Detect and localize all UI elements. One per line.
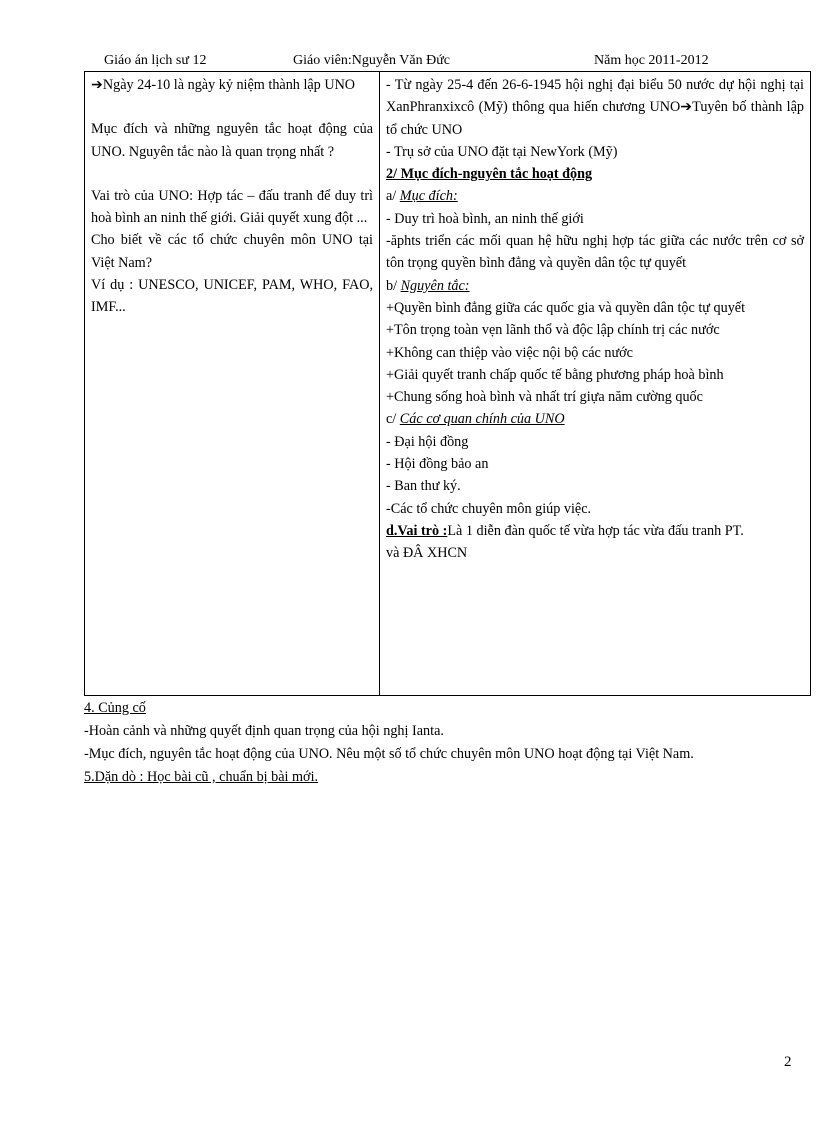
consolidate-title: 4. Củng cố [84, 700, 146, 716]
purpose-prefix: a/ [386, 188, 400, 205]
header-school-year: Năm học 2011-2012 [594, 53, 709, 68]
table-row [85, 72, 811, 696]
spacer [91, 163, 373, 185]
organs-heading [386, 408, 804, 430]
organs-label: Các cơ quan chính của UNO [399, 411, 565, 428]
principle-item: +Không can thiệp vào việc nội bộ các nước [386, 344, 633, 361]
header-teacher: Giáo viên:Nguyễn Văn Đức [293, 53, 451, 68]
principle-heading [386, 275, 804, 297]
organ-item: - Đại hội đồng [386, 433, 469, 450]
role-paragraph [386, 520, 804, 542]
uno-day-note: ➔Ngày 24-10 là ngày kỷ niệm thành lập UNO [91, 77, 356, 93]
organs-prefix: c/ [386, 411, 400, 428]
purpose-item: -ăphts triển các mối quan hệ hữu nghị hợp tác giữa các nước trên cơ sở tôn trọng quyền bình đẳng và quyền dân tộc tự quyết [386, 233, 804, 272]
consolidate-item: -Mục đích, nguyên tắc hoạt động của UNO. Nêu một số tổ chức chuyên môn UNO hoạt động tại Việt Nam. [84, 746, 694, 762]
principle-prefix: b/ [386, 277, 401, 294]
purpose-label: Mục đích: [399, 188, 458, 205]
purpose-heading [386, 185, 804, 207]
spacer [91, 96, 373, 118]
agency-examples: Ví dụ : UNESCO, UNICEF, PAM, WHO, FAO, IMF... [91, 277, 373, 316]
consolidate-item: -Hoàn cảnh và những quyết định quan trọng của hội nghị Ianta. [84, 723, 444, 739]
organ-item: -Các tổ chức chuyên môn giúp việc. [386, 500, 592, 517]
right-column [380, 72, 811, 696]
section2-title: 2/ Mục đích-nguyên tắc hoạt động [386, 166, 593, 183]
question-role: Vai trò của UNO: Hợp tác – đấu tranh để duy trì hoà bình an ninh thế giới. Giải quyết xung đột ... [91, 187, 373, 227]
question-agencies: Cho biết về các tổ chức chuyên môn UNO tại Việt Nam? [91, 232, 373, 271]
purpose-item: - Duy trì hoà bình, an ninh thế giới [386, 210, 584, 227]
role-label: d.Vai trò : [386, 522, 448, 539]
role-text: Là 1 diễn đàn quốc tế vừa hợp tác vừa đấu tranh PT. [447, 522, 744, 539]
principle-label: Nguyên tắc: [400, 277, 470, 294]
principle-item: +Quyền bình đẳng giữa các quốc gia và quyền dân tộc tự quyết [386, 299, 746, 316]
role-extra: và ĐÂ XHCN [386, 545, 468, 562]
left-column [85, 72, 380, 696]
lesson-table [84, 71, 811, 696]
conference-paragraph: - Từ ngày 25-4 đến 26-6-1945 hội nghị đại biểu 50 nước dự hội nghị tại XanPhranxixcô (Mỹ) thông qua hiến chương UNO➔Tuyên bố thành lập tổ chức UNO [386, 77, 804, 138]
headquarters-line: - Trụ sở của UNO đặt tại NewYork (Mỹ) [386, 143, 618, 160]
header-subject: Giáo án lịch sư 12 [104, 53, 207, 68]
homework-line: 5.Dặn dò : Học bài cũ , chuẩn bị bài mới. [84, 769, 319, 785]
organ-item: - Ban thư ký. [386, 478, 461, 495]
page-number: 2 [784, 1054, 792, 1070]
principle-item: +Chung sống hoà bình và nhất trí giựa năm cường quốc [386, 389, 703, 406]
principle-item: +Tôn trọng toàn vẹn lãnh thổ và độc lập chính trị các nước [386, 322, 720, 339]
question-purpose: Mục đích và những nguyên tắc hoạt động của UNO. Nguyên tắc nào là quan trọng nhất ? [91, 121, 373, 160]
principle-item: +Giải quyết tranh chấp quốc tế bằng phương pháp hoà bình [386, 366, 724, 383]
lesson-footer [84, 697, 811, 789]
organ-item: - Hội đồng bảo an [386, 456, 489, 473]
